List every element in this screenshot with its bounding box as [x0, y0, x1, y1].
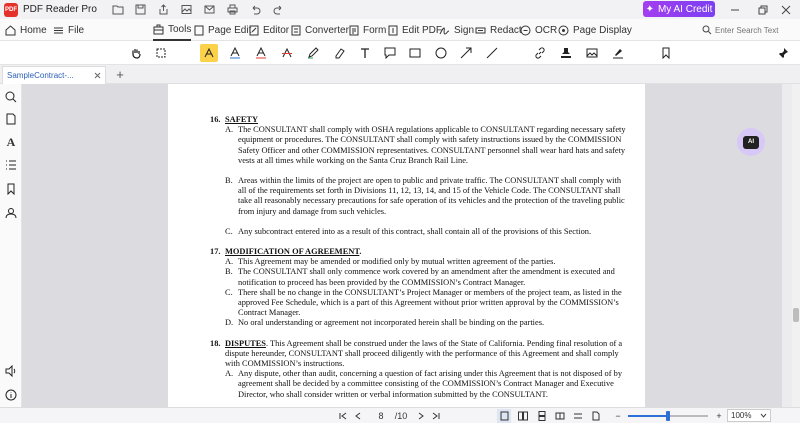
mail-icon[interactable] [201, 1, 219, 19]
next-page-icon[interactable] [415, 409, 427, 423]
rectangle-icon[interactable] [406, 44, 424, 62]
tab-page-edit[interactable] [194, 19, 251, 41]
pin-icon[interactable] [774, 44, 792, 62]
insert-image-icon[interactable] [583, 44, 601, 62]
sign-icon [439, 25, 450, 36]
section-17 [210, 247, 630, 329]
list-item [225, 227, 630, 237]
zoom-slider-handle[interactable] [666, 411, 670, 421]
tab-redact-label: Redact [490, 24, 522, 36]
close-icon[interactable] [772, 0, 800, 19]
redo-icon[interactable] [270, 1, 288, 19]
section-16 [210, 115, 630, 237]
section-number: 17. [210, 247, 221, 257]
bookmark-icon[interactable] [657, 44, 675, 62]
chevron-down-icon [760, 413, 767, 418]
tab-redact[interactable] [475, 19, 522, 41]
squiggly-icon[interactable] [252, 44, 270, 62]
link-icon[interactable] [531, 44, 549, 62]
plus-icon: ✦ [645, 3, 654, 15]
item-text: The CONSULTANT shall comply with OSHA regulations applicable to CONSULTANT regarding necessary safety equipment or procedures. The CONSULTANT shall comply with safety instructions issued by the COMMISSION Safety Officer and other COMMISSION representatives. CONSULTANT personnel shall wear hard hats and safety vests at all times while working on the Santa Cruz Branch Rail Line. [238, 125, 626, 165]
folder-icon[interactable] [109, 1, 127, 19]
tab-tools[interactable] [153, 19, 191, 41]
tab-close-icon [94, 72, 101, 79]
book-view-icon[interactable] [553, 409, 567, 423]
section-number: 16. [210, 115, 221, 124]
item-letter: D. [225, 318, 234, 328]
scroll-thumb[interactable] [793, 308, 799, 322]
underline-icon[interactable] [226, 44, 244, 62]
ai-assistant-button[interactable] [737, 128, 765, 156]
menu-home-label: Home [20, 24, 47, 36]
zoom-out-button[interactable]: − [615, 411, 621, 421]
stamp-icon[interactable] [557, 44, 575, 62]
signature-icon[interactable] [609, 44, 627, 62]
tab-converter[interactable] [291, 19, 349, 41]
fit-page-icon[interactable] [589, 409, 603, 423]
scroll-view-icon[interactable] [535, 409, 549, 423]
strikeout-icon[interactable] [278, 44, 296, 62]
document-tab[interactable] [2, 66, 106, 84]
text-icon[interactable] [3, 134, 19, 150]
speaker-icon[interactable] [3, 363, 19, 379]
editor-icon [249, 25, 259, 36]
prev-page-icon[interactable] [352, 409, 364, 423]
tab-sign[interactable] [439, 19, 474, 41]
list-item [225, 288, 630, 319]
ocr-icon [520, 25, 531, 36]
first-page-icon[interactable] [337, 409, 349, 423]
page-display-icon [558, 25, 569, 36]
menu-file-label: File [68, 24, 85, 36]
item-letter: A. [225, 125, 234, 135]
search-icon[interactable] [3, 89, 19, 105]
signatures-panel-icon[interactable] [3, 205, 19, 221]
pdf-page [168, 84, 645, 407]
pen-icon[interactable] [304, 44, 322, 62]
item-text: This Agreement may be amended or modified only by mutual written agreement of the parties. [238, 257, 556, 267]
title-bar [0, 0, 800, 19]
tab-editor-label: Editor [263, 24, 290, 36]
circle-icon[interactable] [432, 44, 450, 62]
note-icon[interactable] [381, 44, 399, 62]
document-tab-strip [0, 65, 800, 84]
section-number: 18. [210, 338, 221, 348]
tab-page-display[interactable] [558, 19, 632, 41]
section-18 [210, 339, 630, 400]
single-page-view-icon[interactable] [497, 409, 511, 423]
tab-form[interactable] [349, 19, 386, 41]
tab-edit-pdf[interactable] [388, 19, 442, 41]
page-text [210, 115, 630, 407]
add-tab-button[interactable]: + [116, 66, 124, 82]
list-item [225, 267, 630, 287]
section-title: DISPUTES [225, 338, 266, 348]
section-title: SAFETY [225, 115, 259, 124]
share-icon[interactable] [155, 1, 173, 19]
item-text: No oral understanding or agreement not incorporated herein shall be binding on the parties. [238, 318, 545, 328]
tab-edit-pdf-label: Edit PDF [402, 24, 443, 36]
minimize-icon[interactable] [721, 0, 749, 19]
line-icon[interactable] [483, 44, 501, 62]
status-bar [0, 407, 800, 423]
app-title: PDF Reader Pro [23, 4, 97, 15]
item-letter: B. [225, 176, 233, 186]
item-letter: A. [225, 257, 234, 267]
zoom-level-select[interactable] [727, 409, 771, 422]
menu-bar [0, 19, 800, 41]
item-text: There shall be no change in the CONSULTANT’s Project Manager or members of the project team, as listed in the approved Fee Schedule, which is a part of this Agreement without prior written approval by the COMMISSION’s Contract Manager. [238, 287, 622, 318]
text-tool-icon[interactable] [356, 44, 374, 62]
app-logo: PDF [4, 3, 18, 17]
file-menu-icon [53, 25, 64, 36]
two-page-view-icon[interactable] [516, 409, 530, 423]
list-item [225, 125, 630, 166]
item-text: Any dispute, other than audit, concerning a question of fact arising under this Agreement that is not disposed of by agreement shall be decided by a committee consisting of the COMMISSION’s Contract Manager and Executive Director, who shall consider written or verbal information submitted by the CONSULTANT. [238, 369, 623, 399]
edit-pdf-icon [388, 25, 398, 36]
search-input[interactable] [715, 26, 793, 35]
search-field[interactable] [702, 22, 796, 38]
right-rail [782, 84, 792, 407]
document-viewport [22, 84, 792, 407]
converter-icon [291, 25, 301, 36]
toolbox-icon [153, 24, 164, 35]
item-text: Any subcontract entered into as a result of this contract, shall contain all of the provisions of this Section. [238, 226, 592, 236]
home-icon [5, 25, 16, 36]
total-pages: /10 [394, 411, 408, 421]
continuous-view-icon[interactable] [571, 409, 585, 423]
menu-home[interactable] [5, 19, 47, 41]
ai-credit-button[interactable] [643, 1, 715, 17]
tab-tools-label: Tools [168, 23, 192, 35]
zoom-in-button[interactable]: + [716, 411, 722, 421]
section-title-suffix: . [359, 247, 362, 257]
zoom-level-value: 100% [731, 411, 752, 420]
item-letter: C. [225, 226, 233, 236]
ai-assistant-icon: AI [743, 136, 759, 149]
item-letter: B. [225, 267, 233, 277]
hand-tool-icon[interactable] [127, 44, 145, 62]
save-icon[interactable] [132, 1, 150, 19]
menu-file[interactable] [53, 19, 84, 41]
tab-editor[interactable] [249, 19, 289, 41]
section-title: MODIFICATION OF AGREEMENT [225, 247, 360, 257]
tab-ocr-label: OCR [535, 24, 558, 36]
tab-page-edit-label: Page Edit [208, 24, 252, 36]
document-tab-label: SampleContract-... [7, 71, 74, 80]
list-item [225, 176, 630, 217]
bookmark-panel-icon[interactable] [3, 181, 19, 197]
outline-icon[interactable] [3, 157, 19, 173]
search-options-icon [702, 25, 712, 35]
tab-sign-label: Sign [454, 24, 475, 36]
info-icon[interactable] [3, 387, 19, 403]
tab-converter-label: Converter [305, 24, 349, 36]
section-intro: . This Agreement shall be construed under the laws of the State of California. Pending final resolution of a dispute hereunder, CONSULTANT shall proceed diligently with the performance of this Agreement and shall comply with COMMISSION’s instructions. [225, 338, 623, 369]
zoom-slider-fill [628, 415, 668, 417]
page-number-input[interactable] [371, 411, 391, 421]
redact-icon [475, 25, 486, 36]
item-text: Areas within the limits of the project are open to public and private traffic. The CONSULTANT shall comply with all of the requirements set forth in Divisions 11, 12, 13, 14, and 15 of the Vehicle Code. The CONSULTANT shall take all reasonably necessary precautions for safe operation of its vehicles and the protection of the traveling public from injury and damage from such vehicles. [238, 176, 625, 216]
select-area-icon[interactable] [152, 44, 170, 62]
ai-credit-label: My AI Credit [657, 3, 713, 15]
form-icon [349, 25, 359, 36]
page-number-field[interactable] [369, 409, 393, 423]
page-edit-icon [194, 25, 204, 36]
eraser-icon[interactable] [330, 44, 348, 62]
tab-ocr[interactable] [520, 19, 557, 41]
item-text: The CONSULTANT shall only commence work covered by an amendment after the amendment is executed and notification to proceed has been provided by the COMMISSION’s Contract Manager. [238, 267, 615, 287]
tab-form-label: Form [363, 24, 387, 36]
print-icon[interactable] [224, 1, 242, 19]
list-item [225, 318, 630, 328]
item-letter: A. [225, 369, 234, 379]
highlight-icon[interactable] [200, 44, 218, 62]
tab-page-display-label: Page Display [573, 24, 632, 36]
annotation-toolbar [0, 41, 800, 65]
text-icon-letter: A [6, 134, 16, 149]
image-icon[interactable] [178, 1, 196, 19]
vertical-scrollbar[interactable] [792, 84, 800, 407]
left-sidebar [0, 84, 22, 407]
list-item [225, 369, 630, 400]
last-page-icon[interactable] [430, 409, 442, 423]
zoom-slider[interactable] [628, 415, 708, 417]
list-item [225, 257, 630, 267]
arrow-icon[interactable] [457, 44, 475, 62]
thumbnails-icon[interactable] [3, 111, 19, 127]
item-letter: C. [225, 287, 233, 297]
undo-icon[interactable] [247, 1, 265, 19]
